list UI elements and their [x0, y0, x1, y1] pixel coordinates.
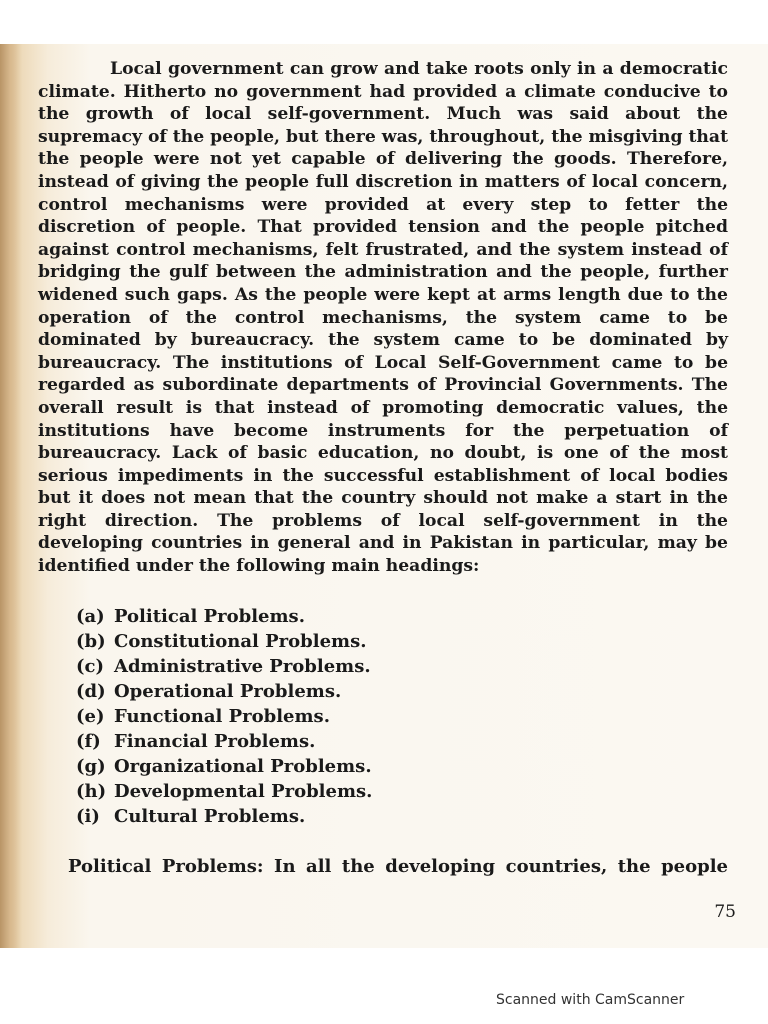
list-item-label: (a): [76, 605, 105, 627]
list-item: [76, 629, 728, 654]
list-item-text: Constitutional Problems.: [114, 630, 367, 652]
list-item-text: Developmental Problems.: [114, 780, 373, 802]
body-paragraph: Local government can grow and take roots only in a democratic climate. Hitherto no government had provided a climate conducive to the growth of local self-government. Much was said about the supremacy of the people, but there was, throughout, the misgiving that the people were not yet capable of delivering the goods. Therefore, instead of giving the people full discretion in matters of local concern, control mechanisms were provided at every step to fetter the discretion of people. That provided tension and the people pitched against control mechanisms, felt frustrated, and the system instead of bridging the gulf between the administration and the people, further widened such gaps. As the people were kept at arms length due to the operation of the control mechanisms, the system came to be dominated by bureaucracy. the system came to be dominated by bureaucracy. The institutions of Local Self-Government came to be regarded as subordinate departments of Provincial Governments. The overall result is that instead of promoting democratic values, the institutions have become instruments for the perpetuation of bureaucracy. Lack of basic education, no doubt, is one of the most serious impediments in the successful establishment of local bodies but it does not mean that the country should not make a start in the right direction. The problems of local self-government in the developing countries in general and in Pakistan in particular, may be identified under the following main headings:: [38, 59, 729, 577]
list-item: [76, 779, 728, 804]
scanned-page: [0, 44, 768, 948]
list-item: [76, 604, 728, 629]
list-item-label: (h): [76, 780, 107, 802]
list-item-text: Organizational Problems.: [114, 755, 372, 777]
list-item-label: (e): [76, 705, 105, 727]
list-item-text: Political Problems.: [114, 605, 305, 627]
list-item: [76, 704, 728, 729]
list-item-text: Operational Problems.: [114, 680, 342, 702]
list-item-label: (i): [76, 805, 100, 827]
page-number: 75: [714, 902, 736, 922]
scanner-watermark: Scanned with CamScanner: [496, 992, 685, 1008]
list-item-label: (d): [76, 680, 106, 702]
list-item: [76, 754, 728, 779]
list-item-label: (f): [76, 730, 101, 752]
list-item-label: (c): [76, 655, 104, 677]
list-item: [76, 654, 728, 679]
list-item-text: Financial Problems.: [114, 730, 316, 752]
list-item: [76, 804, 728, 829]
list-item: [76, 679, 728, 704]
problem-headings-list: [38, 604, 728, 829]
continuation-text: Political Problems: In all the developing countries, the people: [68, 855, 728, 877]
list-item: [76, 729, 728, 754]
list-item-label: (b): [76, 630, 106, 652]
list-item-text: Functional Problems.: [114, 705, 330, 727]
list-item-text: Administrative Problems.: [114, 655, 371, 677]
page-text: [38, 58, 728, 879]
book-spine-shadow: [0, 44, 22, 948]
list-item-label: (g): [76, 755, 106, 777]
list-item-text: Cultural Problems.: [114, 805, 306, 827]
